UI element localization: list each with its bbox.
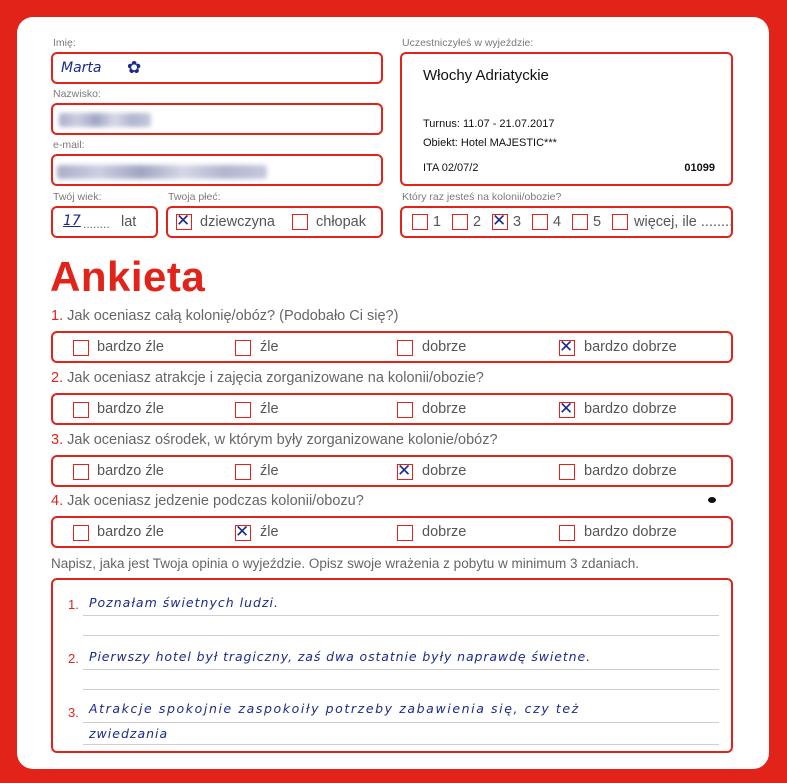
imie-value: Marta xyxy=(61,60,102,76)
email-label: e-mail: xyxy=(53,139,85,151)
q1-option-zle: źle xyxy=(260,339,279,355)
opinion-line-blank-2 xyxy=(83,689,719,690)
times-checkbox-1[interactable] xyxy=(412,214,428,230)
check-mark: ✕ xyxy=(235,522,250,542)
q1-option-bardzo-dobrze: bardzo dobrze xyxy=(584,339,677,355)
q4-checkbox-bardzo-zle[interactable] xyxy=(73,525,89,541)
opinion-line-3 xyxy=(83,722,719,723)
times-option-more: więcej, ile ........ xyxy=(634,214,734,230)
nazwisko-label: Nazwisko: xyxy=(53,88,101,100)
q4-option-dobrze: dobrze xyxy=(422,524,467,540)
opinion-line-blank-1 xyxy=(83,635,719,636)
q4-checkbox-dobrze[interactable] xyxy=(397,525,413,541)
email-field[interactable] xyxy=(51,154,383,186)
times-checkbox-more[interactable] xyxy=(612,214,628,230)
q3-checkbox-dobrze[interactable] xyxy=(397,461,413,481)
imie-field[interactable] xyxy=(51,52,383,84)
q3-option-zle: źle xyxy=(260,463,279,479)
ink-spot xyxy=(708,497,716,503)
q3-option-bardzo-zle: bardzo źle xyxy=(97,463,164,479)
times-checkbox-4[interactable] xyxy=(532,214,548,230)
times-label: Który raz jesteś na kolonii/obozie? xyxy=(402,191,562,203)
q4-checkbox-bardzo-dobrze[interactable] xyxy=(559,525,575,541)
times-option-2: 2 xyxy=(473,214,482,230)
q2-checkbox-dobrze[interactable] xyxy=(397,402,413,418)
opinion-line-2-number: 2. xyxy=(68,651,79,666)
question-1-number: 1. xyxy=(51,308,64,324)
trip-info-box xyxy=(400,52,733,186)
nazwisko-field[interactable] xyxy=(51,103,383,135)
email-redacted xyxy=(57,165,267,179)
plec-option-chlopak: chłopak xyxy=(316,214,366,230)
trip-code: ITA 02/07/2 xyxy=(423,162,479,174)
opinion-answer-3-cont: zwiedzania xyxy=(89,726,169,741)
question-1-options xyxy=(51,331,733,363)
times-checkbox-3[interactable] xyxy=(492,211,508,231)
times-checkbox-5[interactable] xyxy=(572,214,588,230)
q2-option-zle: źle xyxy=(260,401,279,417)
check-mark: ✕ xyxy=(559,399,574,419)
opinion-box[interactable] xyxy=(51,578,733,753)
q4-option-bardzo-zle: bardzo źle xyxy=(97,524,164,540)
plec-label: Twoja płeć: xyxy=(168,191,221,203)
q4-option-bardzo-dobrze: bardzo dobrze xyxy=(584,524,677,540)
q1-checkbox-zle[interactable] xyxy=(235,340,251,356)
question-2-text: Jak oceniasz atrakcje i zajęcia zorganizowane na kolonii/obozie? xyxy=(67,370,484,386)
question-2-number: 2. xyxy=(51,370,64,386)
trip-number: 01099 xyxy=(684,162,715,174)
times-option-1: 1 xyxy=(433,214,442,230)
trip-turnus: Turnus: 11.07 - 21.07.2017 xyxy=(423,118,555,130)
q4-option-zle: źle xyxy=(260,524,279,540)
wiek-label: Twój wiek: xyxy=(53,191,102,203)
opinion-line-4 xyxy=(83,744,719,745)
opinion-line-1-number: 1. xyxy=(68,597,79,612)
question-2-options xyxy=(51,393,733,425)
wiek-dots: ........ xyxy=(83,217,110,231)
nazwisko-redacted xyxy=(59,113,151,127)
q2-option-dobrze: dobrze xyxy=(422,401,467,417)
wiek-value: 17 xyxy=(63,213,81,229)
q1-option-dobrze: dobrze xyxy=(422,339,467,355)
q3-option-dobrze: dobrze xyxy=(422,463,467,479)
wiek-unit: lat xyxy=(121,214,137,230)
plec-checkbox-dziewczyna[interactable] xyxy=(176,211,192,231)
question-1 xyxy=(51,308,398,324)
wiek-field[interactable] xyxy=(51,206,158,238)
opinion-answer-2: Pierwszy hotel był tragiczny, zaś dwa ostatnie były naprawdę świetne. xyxy=(89,649,591,664)
survey-sheet xyxy=(17,17,769,769)
question-3-text: Jak oceniasz ośrodek, w którym były zorganizowane kolonie/obóz? xyxy=(67,432,498,448)
trip-label: Uczestniczyłeś w wyjeździe: xyxy=(402,37,534,49)
imie-label: Imię: xyxy=(53,37,76,49)
question-2 xyxy=(51,370,484,386)
q1-checkbox-bardzo-zle[interactable] xyxy=(73,340,89,356)
check-mark: ✕ xyxy=(492,211,507,231)
opinion-line-3-number: 3. xyxy=(68,705,79,720)
trip-title: Włochy Adriatyckie xyxy=(423,67,549,84)
plec-option-dziewczyna: dziewczyna xyxy=(200,214,275,230)
opinion-answer-1: Poznałam świetnych ludzi. xyxy=(89,595,279,610)
q1-option-bardzo-zle: bardzo źle xyxy=(97,339,164,355)
scribble-mark: ✿ xyxy=(127,58,142,77)
q1-checkbox-dobrze[interactable] xyxy=(397,340,413,356)
question-4-number: 4. xyxy=(51,493,64,509)
question-4-text: Jak oceniasz jedzenie podczas kolonii/obozu? xyxy=(67,493,364,509)
question-4 xyxy=(51,493,364,509)
q2-checkbox-bardzo-dobrze[interactable] xyxy=(559,399,575,419)
times-option-4: 4 xyxy=(553,214,562,230)
opinion-answer-3: Atrakcje spokojnie zaspokoiły potrzeby zabawienia się, czy też xyxy=(89,701,580,716)
times-field xyxy=(400,206,733,238)
q3-checkbox-bardzo-dobrze[interactable] xyxy=(559,464,575,480)
plec-field xyxy=(166,206,383,238)
question-1-text: Jak oceniasz całą kolonię/obóz? (Podobało Ci się?) xyxy=(67,308,399,324)
q2-option-bardzo-dobrze: bardzo dobrze xyxy=(584,401,677,417)
question-3 xyxy=(51,432,498,448)
question-4-options xyxy=(51,516,733,548)
check-mark: ✕ xyxy=(559,337,574,357)
q3-option-bardzo-dobrze: bardzo dobrze xyxy=(584,463,677,479)
survey-title: Ankieta xyxy=(50,253,206,300)
opinion-line-2 xyxy=(83,669,719,670)
q2-option-bardzo-zle: bardzo źle xyxy=(97,401,164,417)
q4-checkbox-zle[interactable] xyxy=(235,522,251,542)
q3-checkbox-bardzo-zle[interactable] xyxy=(73,464,89,480)
q2-checkbox-bardzo-zle[interactable] xyxy=(73,402,89,418)
trip-obiekt: Obiekt: Hotel MAJESTIC*** xyxy=(423,137,557,149)
question-3-options xyxy=(51,455,733,487)
q1-checkbox-bardzo-dobrze[interactable] xyxy=(559,337,575,357)
question-3-number: 3. xyxy=(51,432,64,448)
q3-checkbox-zle[interactable] xyxy=(235,464,251,480)
plec-checkbox-chlopak[interactable] xyxy=(292,214,308,230)
check-mark: ✕ xyxy=(397,461,412,481)
opinion-prompt: Napisz, jaka jest Twoja opinia o wyjeździe. Opisz swoje wrażenia z pobytu w minimum 3 zdaniach. xyxy=(51,556,640,571)
opinion-line-1 xyxy=(83,615,719,616)
times-option-3: 3 xyxy=(513,214,522,230)
times-checkbox-2[interactable] xyxy=(452,214,468,230)
q2-checkbox-zle[interactable] xyxy=(235,402,251,418)
check-mark: ✕ xyxy=(176,211,191,231)
times-option-5: 5 xyxy=(593,214,602,230)
